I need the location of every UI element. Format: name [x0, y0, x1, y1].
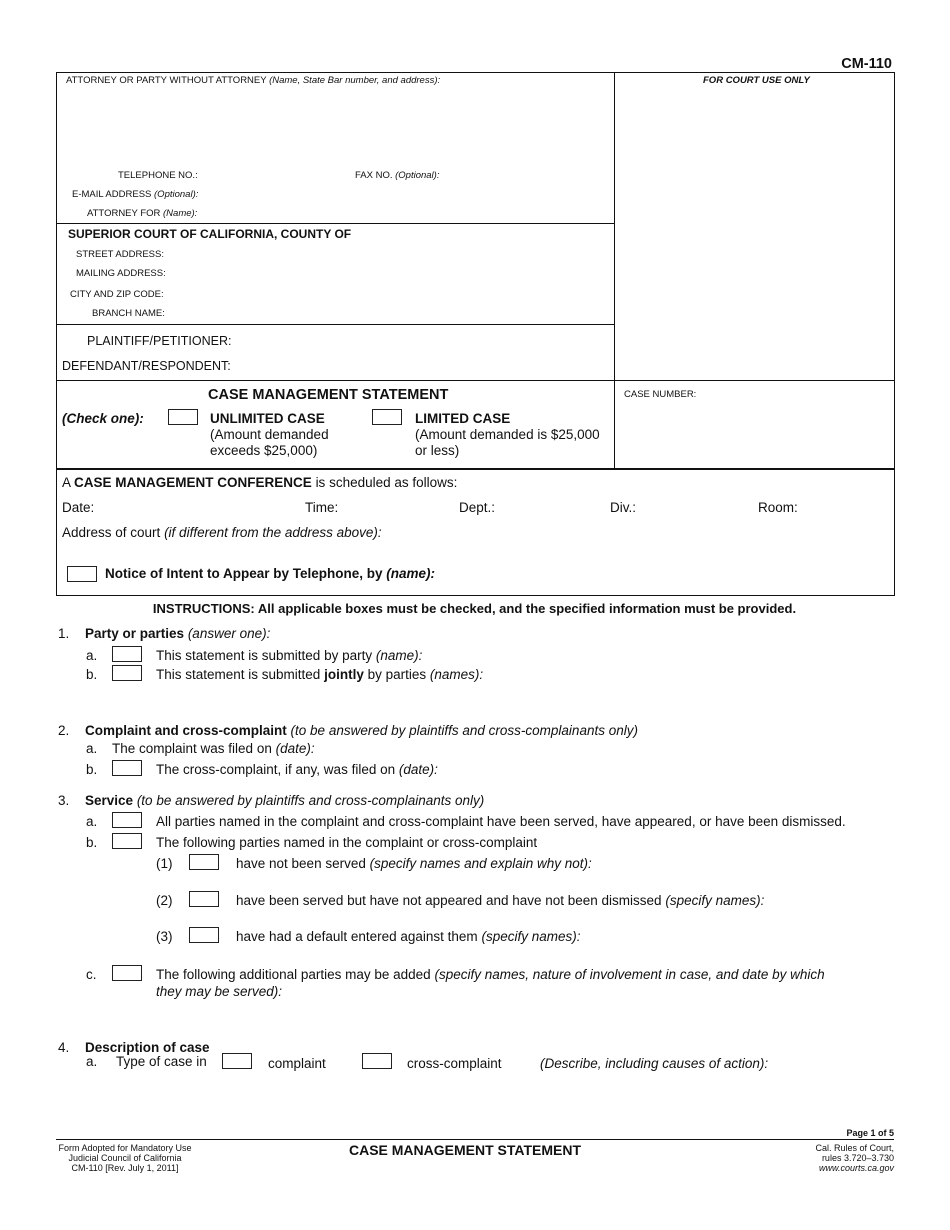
email-label: E-MAIL ADDRESS (Optional):: [72, 189, 199, 200]
footer-left-line-1: Form Adopted for Mandatory Use: [58, 1143, 192, 1153]
limited-case-label: LIMITED CASE: [415, 411, 511, 426]
s3b1-text: have not been served (specify names and explain why not):: [236, 856, 592, 871]
s2-title: Complaint and cross-complaint (to be answered by plaintiffs and cross-complainants only): [85, 723, 638, 738]
s2b-text: The cross-complaint, if any, was filed on (date):: [156, 762, 438, 777]
s4-title: Description of case: [85, 1040, 210, 1055]
city-zip-label: CITY AND ZIP CODE:: [70, 289, 164, 300]
plaintiff-label: PLAINTIFF/PETITIONER:: [87, 334, 232, 348]
check-one-label: (Check one):: [62, 411, 144, 426]
s1a-text: This statement is submitted by party (name):: [156, 648, 423, 663]
s3b2-number: (2): [156, 893, 173, 908]
telephone-appearance-checkbox[interactable]: [67, 566, 97, 582]
footer-website[interactable]: www.courts.ca.gov: [818, 1163, 894, 1173]
s4-cross-complaint-checkbox[interactable]: [362, 1053, 392, 1069]
s2a-letter: a.: [86, 741, 98, 756]
conference-time-label: Time:: [305, 500, 339, 515]
s3a-letter: a.: [86, 814, 98, 829]
s3c-text-continued: they may be served):: [156, 984, 283, 999]
s3b-text: The following parties named in the complaint or cross-complaint: [156, 835, 538, 850]
s1-title: Party or parties (answer one):: [85, 626, 271, 641]
s3b3-number: (3): [156, 929, 173, 944]
s3b2-checkbox[interactable]: [189, 891, 219, 907]
branch-name-label: BRANCH NAME:: [92, 308, 165, 319]
footer-rule: [56, 1139, 894, 1140]
s4-cross-complaint-label: cross-complaint: [407, 1056, 502, 1071]
conference-date-label: Date:: [62, 500, 95, 515]
s3a-text: All parties named in the complaint and cross-complaint have been served, have appeared, or have been dismissed.: [156, 814, 846, 829]
statement-title: CASE MANAGEMENT STATEMENT: [208, 387, 449, 403]
s1b-checkbox[interactable]: [112, 665, 142, 681]
s4-describe-hint: (Describe, including causes of action):: [540, 1056, 769, 1071]
conference-div-label: Div.:: [610, 500, 636, 515]
s3b3-checkbox[interactable]: [189, 927, 219, 943]
s4-complaint-checkbox[interactable]: [222, 1053, 252, 1069]
fax-label: FAX NO. (Optional):: [355, 170, 440, 181]
case-number-label: CASE NUMBER:: [624, 389, 697, 400]
limited-case-note-2: or less): [415, 443, 460, 458]
unlimited-case-checkbox[interactable]: [168, 409, 198, 425]
s4a-text: Type of case in: [116, 1054, 207, 1069]
s1-number: 1.: [58, 626, 70, 641]
divider-court: [56, 223, 614, 224]
s3-title: Service (to be answered by plaintiffs and cross-complainants only): [85, 793, 485, 808]
footer-left-line-3: CM-110 [Rev. July 1, 2011]: [71, 1163, 179, 1173]
footer-title: CASE MANAGEMENT STATEMENT: [348, 1142, 582, 1158]
court-use-label: FOR COURT USE ONLY: [703, 75, 810, 86]
unlimited-case-note-2: exceeds $25,000): [210, 443, 318, 458]
telephone-appearance-label: Notice of Intent to Appear by Telephone, by (name):: [105, 566, 436, 581]
divider-parties: [56, 324, 614, 325]
s3c-checkbox[interactable]: [112, 965, 142, 981]
s2b-checkbox[interactable]: [112, 760, 142, 776]
court-title: SUPERIOR COURT OF CALIFORNIA, COUNTY OF: [68, 227, 352, 241]
s1b-letter: b.: [86, 667, 98, 682]
unlimited-case-label: UNLIMITED CASE: [210, 411, 325, 426]
unlimited-case-note-1: (Amount demanded: [210, 427, 329, 442]
s4-number: 4.: [58, 1040, 70, 1055]
attorney-label: ATTORNEY OR PARTY WITHOUT ATTORNEY (Name, State Bar number, and address):: [66, 75, 441, 86]
s3b3-text: have had a default entered against them (specify names):: [236, 929, 581, 944]
s3b1-checkbox[interactable]: [189, 854, 219, 870]
footer-left: [50, 1143, 200, 1173]
s2-number: 2.: [58, 723, 70, 738]
s3a-checkbox[interactable]: [112, 812, 142, 828]
footer-right: [815, 1143, 894, 1173]
s3c-letter: c.: [86, 967, 97, 982]
footer-right-line-2: rules 3.720–3.730: [821, 1153, 894, 1163]
s3b2-text: have been served but have not appeared and have not been dismissed (specify names):: [236, 893, 765, 908]
form-code: CM-110: [841, 56, 892, 72]
s2b-letter: b.: [86, 762, 98, 777]
footer-left-line-2: Judicial Council of California: [68, 1153, 182, 1163]
s3b-checkbox[interactable]: [112, 833, 142, 849]
limited-case-note-1: (Amount demanded is $25,000: [415, 427, 600, 442]
footer-right-line-1: Cal. Rules of Court,: [815, 1143, 894, 1153]
limited-case-checkbox[interactable]: [372, 409, 402, 425]
conference-room-label: Room:: [758, 500, 798, 515]
s2a-text: The complaint was filed on (date):: [112, 741, 315, 756]
mailing-address-label: MAILING ADDRESS:: [76, 268, 166, 279]
header-divider: [614, 72, 615, 468]
s3b1-number: (1): [156, 856, 173, 871]
conference-lead: A CASE MANAGEMENT CONFERENCE is scheduled as follows:: [62, 475, 458, 490]
defendant-label: DEFENDANT/RESPONDENT:: [62, 359, 231, 373]
s3c-text: The following additional parties may be added (specify names, nature of involvement in case, and date by which: [156, 967, 825, 982]
s1a-checkbox[interactable]: [112, 646, 142, 662]
attorney-for-label: ATTORNEY FOR (Name):: [87, 208, 198, 219]
page-number: Page 1 of 5: [846, 1128, 894, 1138]
court-address-label: Address of court (if different from the address above):: [62, 525, 382, 540]
s4-complaint-label: complaint: [268, 1056, 326, 1071]
street-address-label: STREET ADDRESS:: [76, 249, 164, 260]
s1b-text: This statement is submitted jointly by parties (names):: [156, 667, 484, 682]
s3b-letter: b.: [86, 835, 98, 850]
instructions: INSTRUCTIONS: All applicable boxes must be checked, and the specified information must be provided.: [152, 601, 797, 616]
telephone-label: TELEPHONE NO.:: [118, 170, 198, 181]
divider-statement: [56, 380, 894, 381]
conference-dept-label: Dept.:: [459, 500, 496, 515]
s1a-letter: a.: [86, 648, 98, 663]
s4a-letter: a.: [86, 1054, 98, 1069]
s3-number: 3.: [58, 793, 70, 808]
